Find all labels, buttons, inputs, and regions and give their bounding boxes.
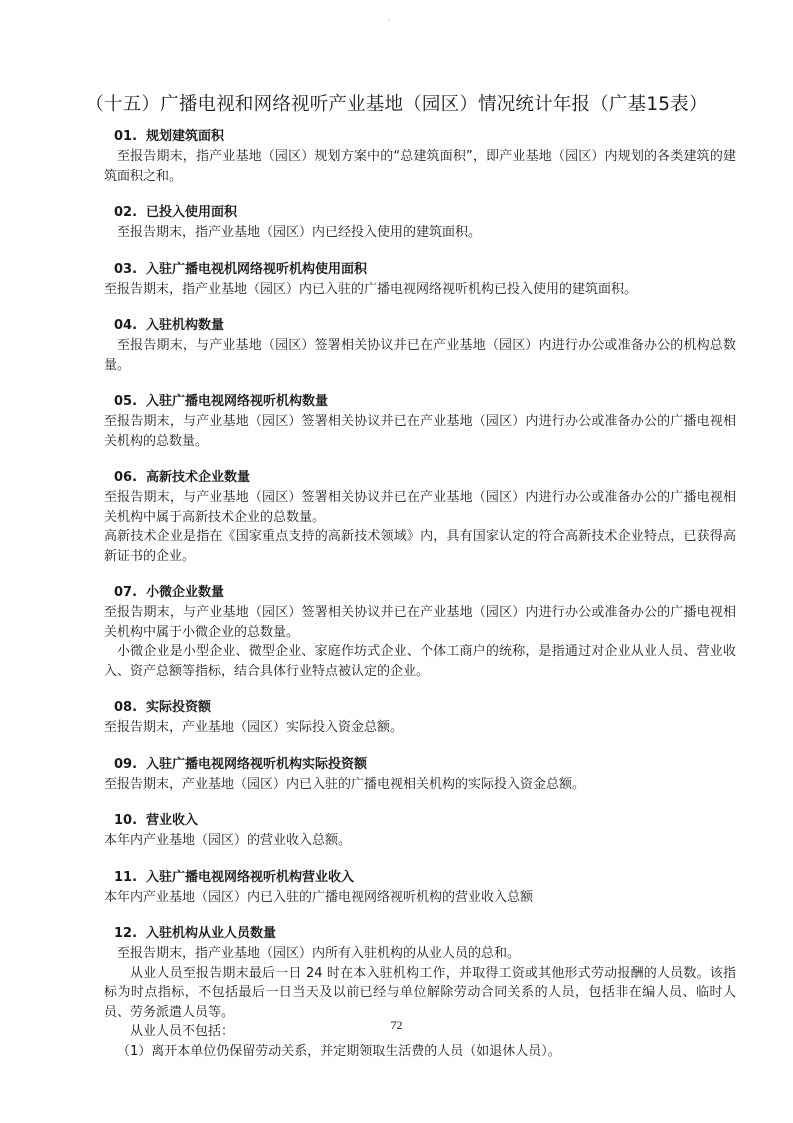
section-number: 05. <box>114 394 138 409</box>
section-heading <box>104 260 736 280</box>
paragraph: 至报告期末，与产业基地（园区）签署相关协议并已在产业基地（园区）内进行办公或准备办公的机构总数量。 <box>104 338 736 373</box>
section-title: 入驻广播电视网络视听机构数量 <box>146 394 329 409</box>
section-09 <box>104 755 736 795</box>
paragraph: 至报告期末，与产业基地（园区）签署相关协议并已在产业基地（园区）内进行办公或准备办公的广播电视相关机构中属于高新技术企业的总数量。 <box>104 490 736 525</box>
section-10 <box>104 811 736 851</box>
section-heading <box>104 811 736 831</box>
section-title: 营业收入 <box>146 813 199 828</box>
section-number: 08. <box>114 700 138 715</box>
section-title: 规划建筑面积 <box>146 129 225 144</box>
document-body <box>104 127 736 1078</box>
scan-mark: · <box>388 16 391 24</box>
paragraph: 从业人员至报告期末最后一日 24 时在本入驻机构工作，并取得工资或其他形式劳动报酬的人员数。该指标为时点指标，不包括最后一日当天及以前已经与单位解除劳动合同关系的人员，包括非在编人员、临时人员、劳务派遣人员等。 <box>104 965 736 1020</box>
paragraph: 本年内产业基地（园区）的营业收入总额。 <box>104 833 352 848</box>
section-number: 07. <box>114 585 138 600</box>
section-number: 03. <box>114 261 138 277</box>
section-12 <box>104 924 736 1061</box>
section-title: 实际投资额 <box>146 700 212 715</box>
section-heading <box>104 127 736 147</box>
section-01 <box>104 127 736 186</box>
section-08 <box>104 698 736 738</box>
section-number: 12. <box>114 926 138 941</box>
section-title: 高新技术企业数量 <box>146 470 251 485</box>
section-heading <box>104 392 736 412</box>
section-number: 02. <box>114 205 138 220</box>
section-title: 小微企业数量 <box>146 585 225 600</box>
section-heading <box>104 203 736 223</box>
section-heading <box>104 868 736 888</box>
section-heading <box>104 316 736 336</box>
paragraph: 至报告期末，指产业基地（园区）内已经投入使用的建筑面积。 <box>117 225 482 240</box>
section-07 <box>104 583 736 681</box>
section-02 <box>104 203 736 243</box>
section-heading <box>104 924 736 944</box>
section-title: 入驻广播电视网络视听机构营业收入 <box>146 869 355 885</box>
section-title: 已投入使用面积 <box>146 205 238 220</box>
section-title: 入驻广播电视机网络视听机构使用面积 <box>146 261 368 277</box>
section-04 <box>104 316 736 375</box>
paragraph: 小微企业是小型企业、微型企业、家庭作坊式企业、个体工商户的统称，是指通过对企业从业人员、营业收入、资产总额等指标，结合具体行业特点被认定的企业。 <box>104 644 736 679</box>
section-heading <box>104 698 736 718</box>
section-05 <box>104 392 736 451</box>
section-title: 入驻机构从业人员数量 <box>146 926 277 941</box>
paragraph: 至报告期末，产业基地（园区）实际投入资金总额。 <box>104 720 404 735</box>
section-number: 11. <box>114 869 138 885</box>
section-number: 10. <box>114 813 138 828</box>
section-heading <box>104 755 736 775</box>
paragraph: 至报告期末，产业基地（园区）内已入驻的广播电视相关机构的实际投入资金总额。 <box>104 776 586 792</box>
section-06 <box>104 468 736 566</box>
section-title: 入驻机构数量 <box>146 318 225 333</box>
section-heading <box>104 583 736 603</box>
paragraph: 至报告期末，与产业基地（园区）签署相关协议并已在产业基地（园区）内进行办公或准备办公的广播电视相关机构中属于小微企业的总数量。 <box>104 605 736 640</box>
paragraph: 高新技术企业是指在《国家重点支持的高新技术领域》内，具有国家认定的符合高新技术企业特点，已获得高新证书的企业。 <box>104 529 736 564</box>
page-title: （十五）广播电视和网络视听产业基地（园区）情况统计年报（广基15表） <box>85 94 708 115</box>
paragraph: （1）离开本单位仍保留劳动关系，并定期领取生活费的人员（如退休人员）。 <box>117 1043 561 1059</box>
paragraph: 至报告期末，与产业基地（园区）签署相关协议并已在产业基地（园区）内进行办公或准备办公的广播电视相关机构的总数量。 <box>104 414 736 449</box>
section-heading <box>104 468 736 488</box>
section-number: 06. <box>114 470 138 485</box>
paragraph: 至报告期末，指产业基地（园区）规划方案中的“总建筑面积”，即产业基地（园区）内规划的各类建筑的建筑面积之和。 <box>104 149 736 184</box>
section-title: 入驻广播电视网络视听机构实际投资额 <box>146 756 368 772</box>
section-number: 04. <box>114 318 138 333</box>
section-number: 09. <box>114 756 138 772</box>
paragraph: 从业人员不包括： <box>130 1024 235 1039</box>
page-number: 72 <box>390 1018 403 1032</box>
section-11 <box>104 868 736 908</box>
paragraph: 至报告期末，指产业基地（园区）内所有入驻机构的从业人员的总和。 <box>117 946 521 961</box>
section-number: 01. <box>114 129 138 144</box>
section-03 <box>104 260 736 300</box>
paragraph: 至报告期末，指产业基地（园区）内已入驻的广播电视网络视听机构已投入使用的建筑面积。 <box>104 281 638 297</box>
paragraph: 本年内产业基地（园区）内已入驻的广播电视网络视听机构的营业收入总额 <box>104 889 534 905</box>
